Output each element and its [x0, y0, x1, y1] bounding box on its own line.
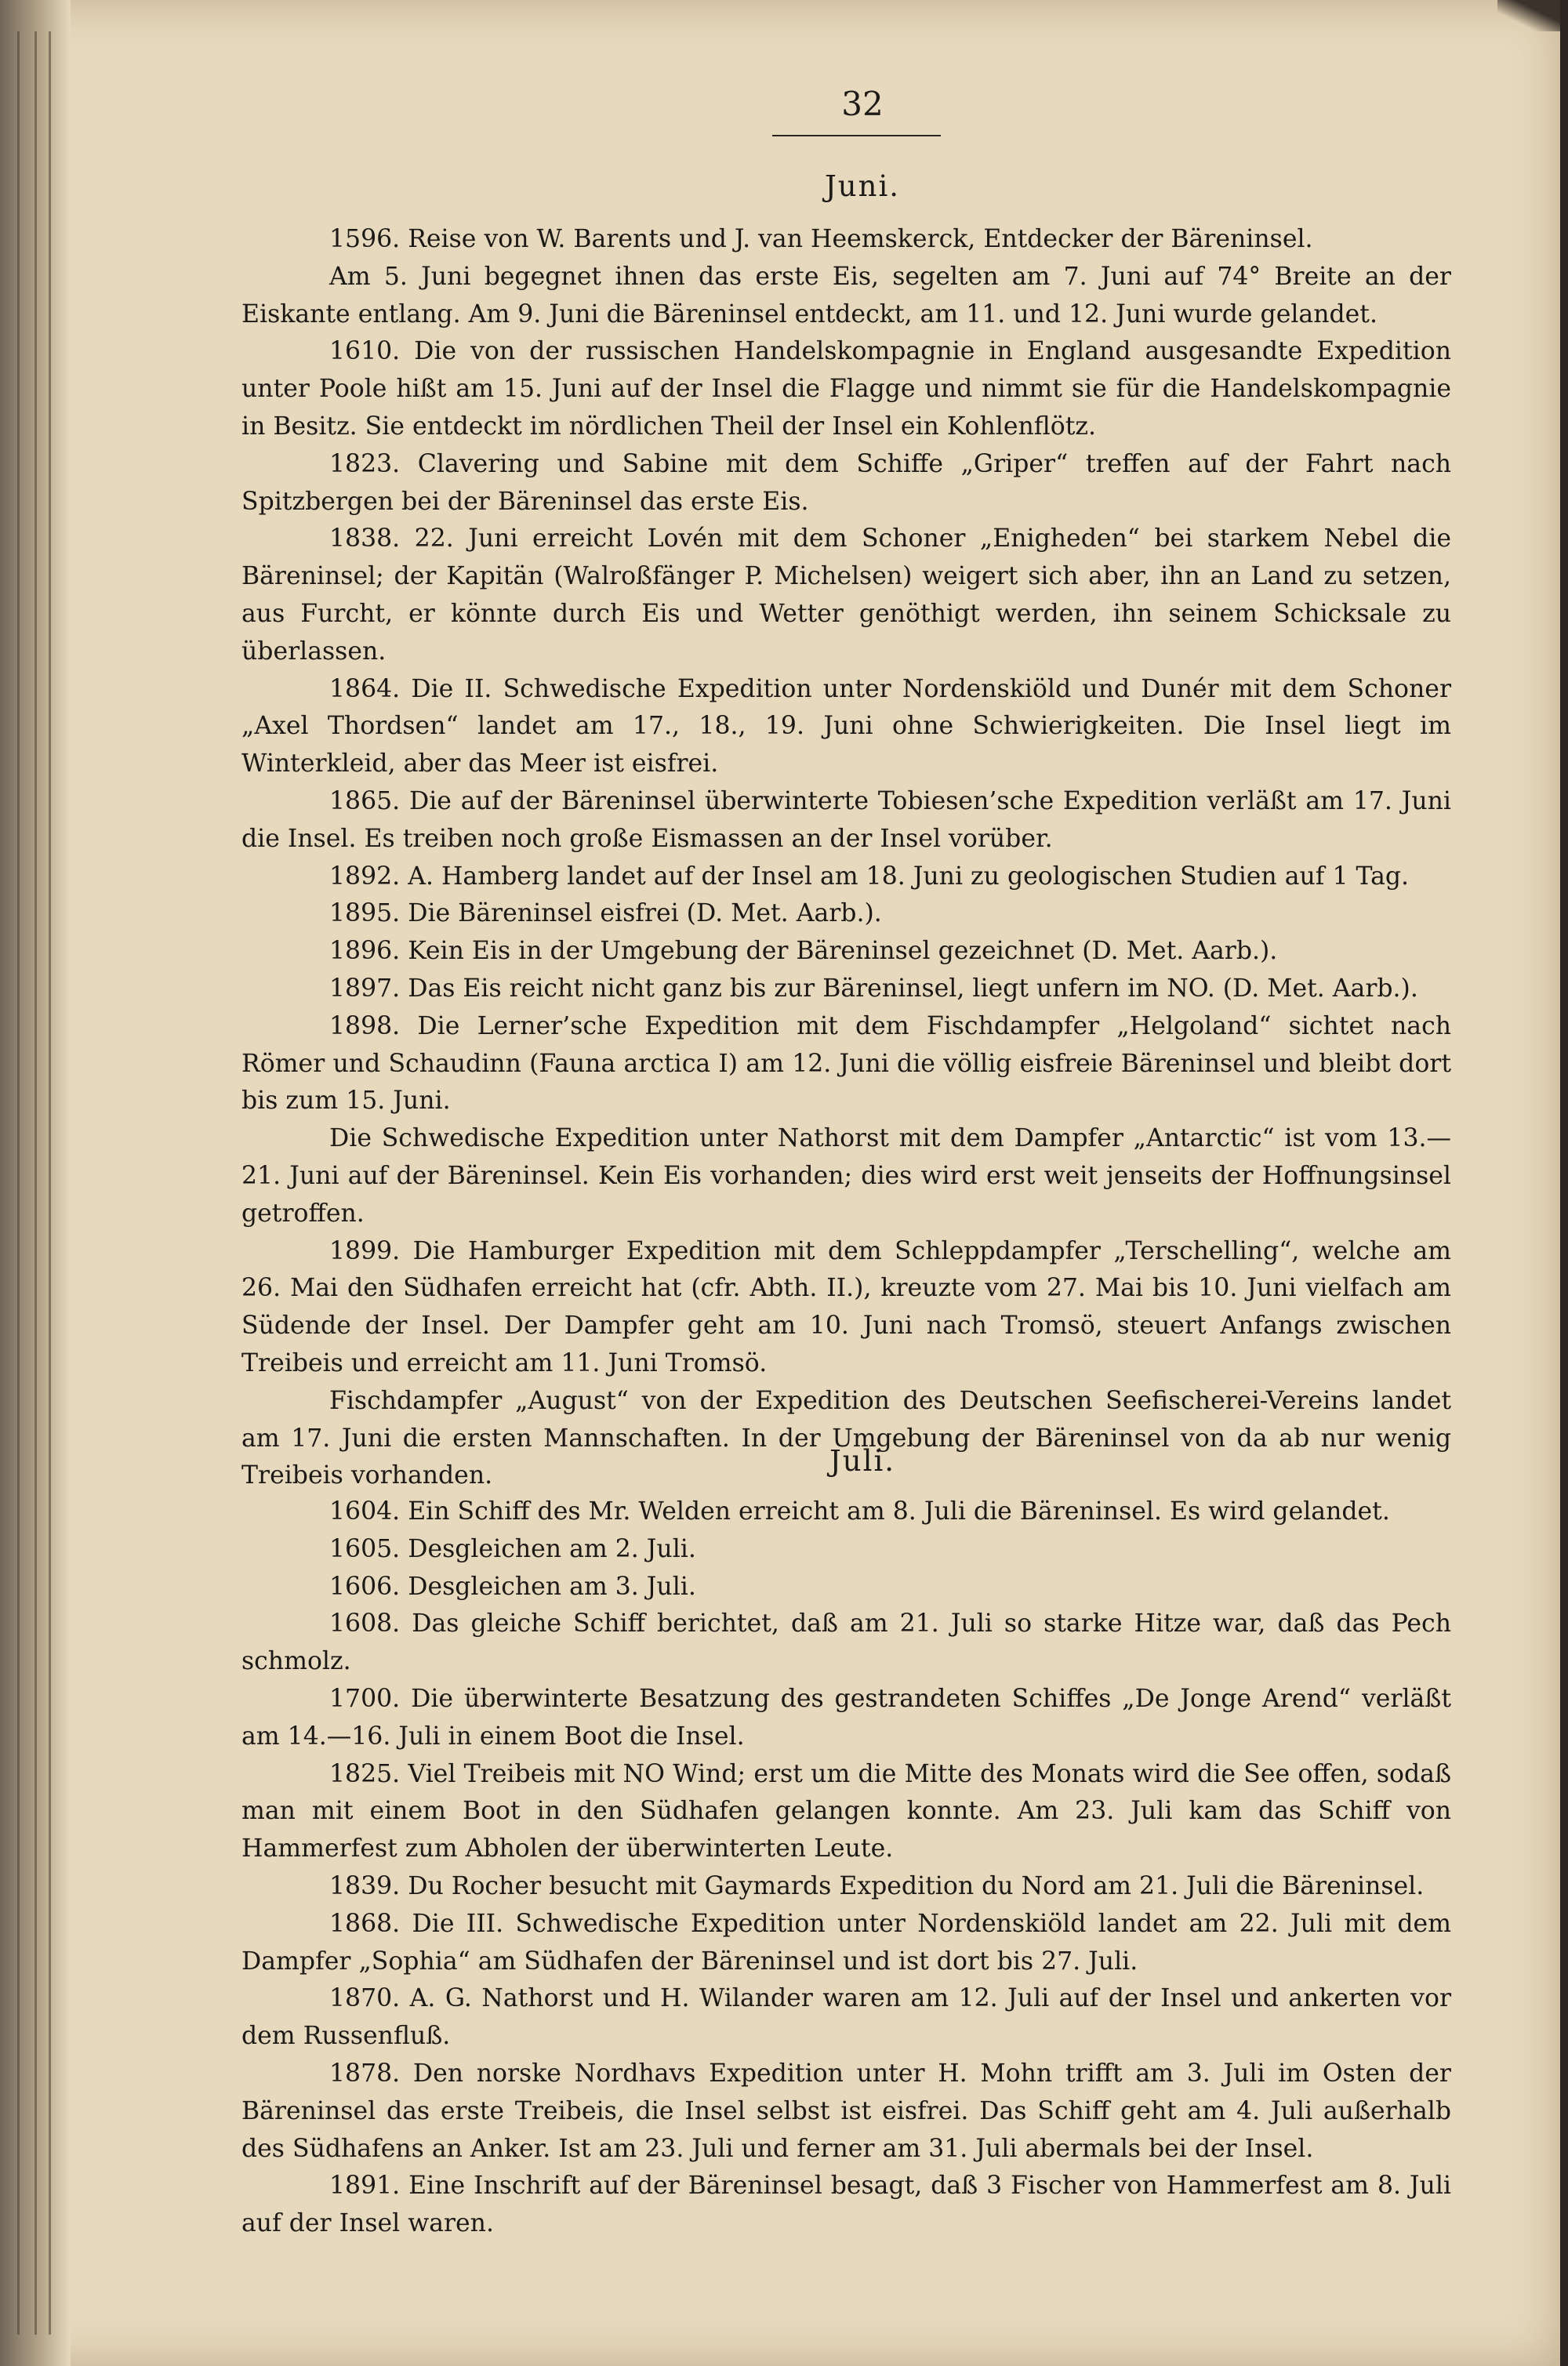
- page-number: 32: [841, 85, 884, 123]
- chronicle-entry: 1864. Die II. Schwedische Expedition unter Nordenskiöld und Dunér mit dem Schoner „Axel Thordsen“ landet am 17., 18., 19. Juni ohne Schwierigkeiten. Die Insel liegt im Winterkleid, aber das Meer ist eisfrei.: [241, 674, 1451, 778]
- chronicle-entry: 1891. Eine Inschrift auf der Bäreninsel besagt, daß 3 Fischer von Hammerfest am 8. Juli auf der Insel waren.: [241, 2172, 1451, 2238]
- header-rule: [772, 135, 941, 136]
- chronicle-entry: 1896. Kein Eis in der Umgebung der Bäreninsel gezeichnet (D. Met. Aarb.).: [329, 937, 1278, 966]
- chronicle-entry: 1608. Das gleiche Schiff berichtet, daß am 21. Juli so starke Hitze war, daß das Pech schmolz.: [241, 1609, 1451, 1676]
- section-heading-july: Juli.: [829, 1444, 896, 1478]
- chronicle-entry: 1823. Clavering und Sabine mit dem Schiffe „Griper“ treffen auf der Fahrt nach Spitzbergen bei der Bäreninsel das erste Eis.: [241, 449, 1451, 516]
- chronicle-entry: 1878. Den norske Nordhavs Expedition unter H. Mohn trifft am 3. Juli im Osten der Bäreninsel das erste Treibeis, die Insel selbst ist eisfrei. Das Schiff geht am 4. Juli außerhalb des Südhafens an Anker. Ist am 23. Juli und ferner am 31. Juli abermals bei der Insel.: [241, 2059, 1451, 2163]
- chronicle-entry: 1868. Die III. Schwedische Expedition unter Nordenskiöld landet am 22. Juli mit dem Dampfer „Sophia“ am Südhafen der Bäreninsel und ist dort bis 27. Juli.: [241, 1909, 1451, 1976]
- chronicle-entry: 1865. Die auf der Bäreninsel überwinterte Tobiesen’sche Expedition verläßt am 17. Juni die Insel. Es treiben noch große Eismassen an der Insel vorüber.: [241, 786, 1451, 853]
- chronicle-entry: 1825. Viel Treibeis mit NO Wind; erst um die Mitte des Monats wird die See offen, sodaß man mit einem Boot in den Südhafen gelangen konnte. Am 23. Juli kam das Schiff von Hammerfest zum Abholen der überwinterten Leute.: [241, 1759, 1451, 1863]
- chronicle-entry: 1899. Die Hamburger Expedition mit dem Schleppdampfer „Terschelling“, welche am 26. Mai den Südhafen erreicht hat (cfr. Abth. II.), kreuzte vom 27. Mai bis 10. Juni vielfach am Südende der Insel. Der Dampfer geht am 10. Juni nach Tromsö, steuert Anfangs zwischen Treibeis und erreicht am 11. Juni Tromsö.: [241, 1236, 1451, 1377]
- july-entries: [241, 1493, 1451, 2243]
- book-spine: [0, 0, 71, 2366]
- chronicle-entry: 1895. Die Bäreninsel eisfrei (D. Met. Aarb.).: [329, 899, 882, 928]
- spine-edge-line: [34, 31, 37, 2335]
- chronicle-entry: 1605. Desgleichen am 2. Juli.: [329, 1534, 696, 1563]
- chronicle-entry: 1839. Du Rocher besucht mit Gaymards Expedition du Nord am 21. Juli die Bäreninsel.: [329, 1871, 1425, 1900]
- page-corner-shadow: [1497, 0, 1560, 31]
- chronicle-entry: Die Schwedische Expedition unter Nathorst mit dem Dampfer „Antarctic“ ist vom 13.—21. Juni auf der Bäreninsel. Kein Eis vorhanden; dies wird erst weit jenseits der Hoffnungsinsel getroffen.: [241, 1124, 1451, 1228]
- chronicle-entry: 1700. Die überwinterte Besatzung des gestrandeten Schiffes „De Jonge Arend“ verläßt am 14.—16. Juli in einem Boot die Insel.: [241, 1684, 1451, 1751]
- chronicle-entry: 1606. Desgleichen am 3. Juli.: [329, 1572, 696, 1601]
- chronicle-entry: 1610. Die von der russischen Handelskompagnie in England ausgesandte Expedition unter Poole hißt am 15. Juni auf der Insel die Flagge und nimmt sie für die Handelskompagnie in Besitz. Sie entdeckt im nördlichen Theil der Insel ein Kohlenflötz.: [241, 337, 1451, 441]
- chronicle-entry: 1604. Ein Schiff des Mr. Welden erreicht am 8. Juli die Bäreninsel. Es wird gelandet.: [329, 1497, 1390, 1526]
- spine-edge-line: [49, 31, 51, 2335]
- chronicle-entry: 1892. A. Hamberg landet auf der Insel am 18. Juni zu geologischen Studien auf 1 Tag.: [329, 862, 1410, 891]
- chronicle-entry: 1870. A. G. Nathorst und H. Wilander waren am 12. Juli auf der Insel und ankerten vor dem Russenfluß.: [241, 1984, 1451, 2051]
- chronicle-entry: 1596. Reise von W. Barents und J. van Heemskerck, Entdecker der Bäreninsel.: [329, 225, 1313, 253]
- chronicle-entry: 1897. Das Eis reicht nicht ganz bis zur Bäreninsel, liegt unfern im NO. (D. Met. Aarb.).: [329, 974, 1418, 1003]
- chronicle-entry: Am 5. Juni begegnet ihnen das erste Eis, segelten am 7. Juni auf 74° Breite an der Eiskante entlang. Am 9. Juni die Bäreninsel entdeckt, am 11. und 12. Juni wurde gelandet.: [241, 262, 1451, 328]
- june-entries: [241, 221, 1451, 1495]
- chronicle-entry: 1838. 22. Juni erreicht Lovén mit dem Schoner „Enigheden“ bei starkem Nebel die Bäreninsel; der Kapitän (Walroßfänger P. Michelsen) weigert sich aber, ihn an Land zu setzen, aus Furcht, er könnte durch Eis und Wetter genöthigt werden, ihn seinem Schicksale zu überlassen.: [241, 524, 1451, 666]
- spine-edge-line: [17, 31, 20, 2335]
- section-heading-june: Juni.: [824, 169, 901, 203]
- chronicle-entry: Fischdampfer „August“ von der Expedition des Deutschen Seefischerei-Vereins landet am 17. Juni die ersten Mannschaften. In der Umgebung der Bäreninsel von da ab nur wenig Treibeis vorhanden.: [241, 1386, 1451, 1490]
- chronicle-entry: 1898. Die Lerner’sche Expedition mit dem Fischdampfer „Helgoland“ sichtet nach Römer und Schaudinn (Fauna arctica I) am 12. Juni die völlig eisfreie Bäreninsel und bleibt dort bis zum 15. Juni.: [241, 1011, 1451, 1116]
